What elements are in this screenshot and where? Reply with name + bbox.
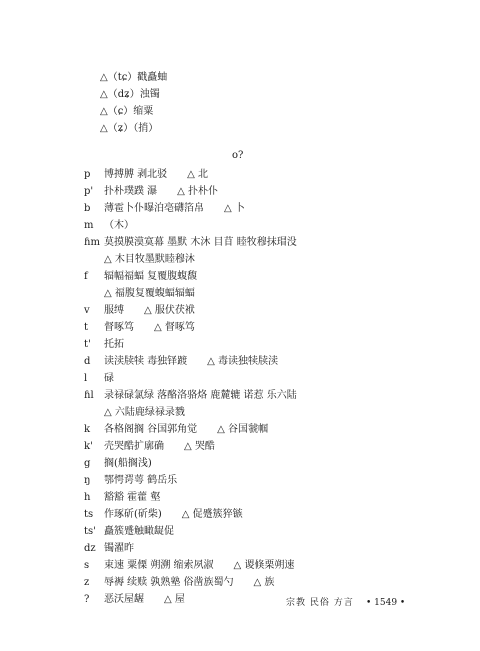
section-heading: o? bbox=[232, 150, 244, 161]
entry-text: 碌 bbox=[104, 373, 114, 384]
entry-text: 服缚 △ 服伏茯袱 bbox=[104, 305, 195, 316]
entry-text: 镯濯昨 bbox=[104, 543, 134, 554]
entry-initial: l bbox=[84, 373, 88, 384]
entry-initial: b bbox=[84, 203, 91, 214]
entry-text: 莫摸膜漠寞幕 墨默 木沐 目苜 睦牧穆抹瑁没 bbox=[104, 237, 297, 248]
top-line-4: △（ʑ）（捎） bbox=[100, 123, 159, 134]
entry-note: △ 福腹复覆蝮蝠辐蝠 bbox=[104, 288, 195, 299]
entry-note: △ 木目牧墨默睦穆沐 bbox=[104, 254, 195, 265]
entry-text: 恶沃屋龌 △ 屋 bbox=[104, 594, 185, 605]
entry-text: 豁豁 霍藿 壑 bbox=[104, 492, 161, 503]
entry-initial: ts' bbox=[84, 526, 96, 537]
entry-text: 辱褥 续赎 孰熟塾 俗凿族蜀勺 △ 族 bbox=[104, 577, 275, 588]
entry-text: 薄雹卜仆曝泊亳礴箔帛 △ 卜 bbox=[104, 203, 245, 214]
entry-initial: d bbox=[84, 356, 91, 367]
entry-initial: h bbox=[84, 492, 91, 503]
entry-text: 各格阁搁 谷国郭角觉 △ 谷国虢帼 bbox=[104, 424, 269, 435]
entry-text: 扑朴璞蹼 瀑 △ 扑朴仆 bbox=[104, 186, 219, 197]
top-line-3: △（ɕ）缩粟 bbox=[100, 106, 154, 117]
entry-initial: p bbox=[84, 169, 91, 180]
entry-text: 博搏膊 剥北驳 △ 北 bbox=[104, 169, 209, 180]
entry-text: 作琢斫(斫柴) △ 促蹙簇猝镞 bbox=[104, 509, 243, 520]
entry-initial: dz bbox=[84, 543, 96, 554]
entry-initial: z bbox=[84, 577, 90, 588]
entry-text: 鄂愕谔萼 鹤岳乐 bbox=[104, 475, 178, 486]
top-line-1: △（tɕ）戳矗蚰 bbox=[100, 72, 168, 83]
entry-initial: ts bbox=[84, 509, 94, 520]
entry-initial: t bbox=[84, 322, 89, 333]
entry-initial: p' bbox=[84, 186, 94, 197]
entry-initial: m bbox=[84, 220, 94, 231]
entry-initial: ? bbox=[84, 594, 90, 605]
entry-text: 壳哭酷扩廓确 △ 哭酷 bbox=[104, 441, 215, 452]
entry-text: 束速 粟傈 朔溯 缩索夙淑 △ 谡倏栗朔速 bbox=[104, 560, 295, 571]
entry-initial: s bbox=[84, 560, 90, 571]
entry-text: （木） bbox=[104, 220, 134, 231]
entry-initial: ɦm bbox=[84, 237, 100, 248]
entry-initial: g bbox=[84, 458, 91, 469]
entry-text: 录禄碌氯绿 落酪洛骆烙 鹿麓辘 诺惹 乐六陆 bbox=[104, 390, 297, 401]
entry-note: △ 六陆鹿绿禄录戮 bbox=[104, 407, 185, 418]
footer-title: 宗教 民俗 方言 bbox=[286, 598, 354, 608]
entry-initial: f bbox=[84, 271, 88, 282]
entry-initial: ŋ bbox=[84, 475, 91, 486]
entry-text: 读渎牍犊 毒独铎踱 △ 毒读独犊牍渎 bbox=[104, 356, 279, 367]
entry-initial: ɦl bbox=[84, 390, 94, 401]
footer-page-number: • 1549 • bbox=[366, 598, 406, 608]
entry-text: 督啄笃 △ 督啄笃 bbox=[104, 322, 195, 333]
entry-text: 搁(船搁浅) bbox=[104, 458, 152, 469]
entry-text: 辐幅福蝠 复覆腹蝮馥 bbox=[104, 271, 198, 282]
entry-initial: t' bbox=[84, 339, 91, 350]
entry-text: 托拓 bbox=[104, 339, 124, 350]
entry-initial: v bbox=[84, 305, 90, 316]
top-line-2: △（dʑ）浊镯 bbox=[100, 89, 160, 100]
entry-initial: k bbox=[84, 424, 91, 435]
entry-text: 矗簇蹙触瞰龊促 bbox=[104, 526, 174, 537]
entry-initial: k' bbox=[84, 441, 93, 452]
